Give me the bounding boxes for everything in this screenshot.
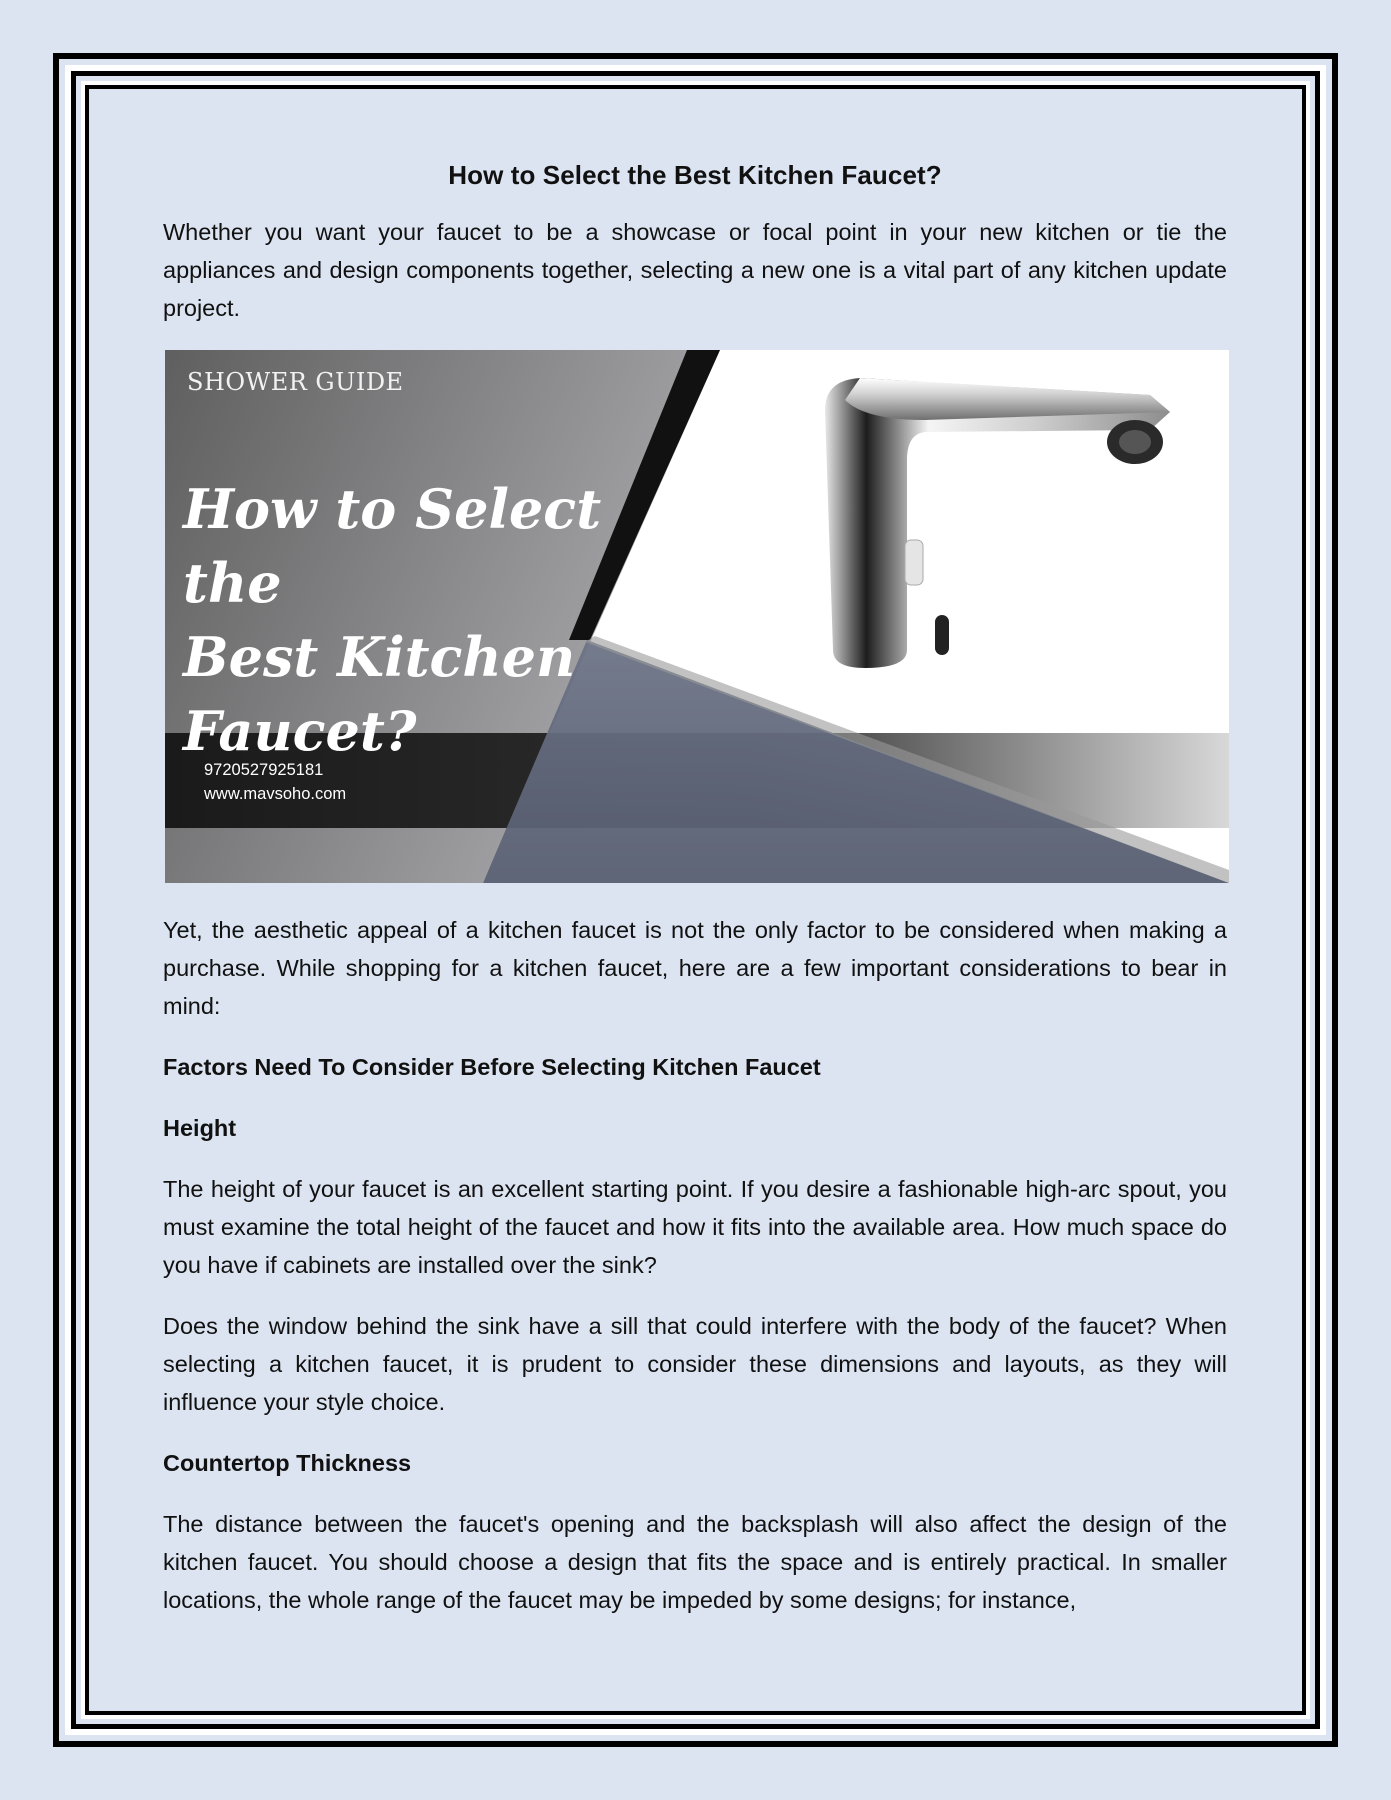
countertop-paragraph: The distance between the faucet's opening and the backsplash will also affect the design of the kitchen faucet. You should choose a design that fits the space and is entirely practical. In smaller locations, the whole range of the faucet may be impeded by some designs; for instance, bbox=[163, 1511, 1227, 1613]
intro-paragraph: Whether you want your faucet to be a showcase or focal point in your new kitchen or tie the appliances and design components together, selecting a new one is a vital part of any kitchen update project. bbox=[163, 219, 1227, 321]
document-body bbox=[163, 160, 1227, 1642]
banner-headline: How to Select the Best Kitchen Faucet? bbox=[183, 477, 602, 763]
banner-eyebrow: SHOWER GUIDE bbox=[187, 368, 404, 396]
height-paragraph-1: The height of your faucet is an excellent starting point. If you desire a fashionable high-arc spout, you must examine the total height of the faucet and how it fits into the available area. How much space do you have if cabinets are installed over the sink? bbox=[163, 1176, 1227, 1278]
banner-website: www.mavsoho.com bbox=[204, 785, 347, 803]
height-heading: Height bbox=[163, 1115, 237, 1141]
banner-contact bbox=[204, 758, 346, 806]
page-title: How to Select the Best Kitchen Faucet? bbox=[448, 160, 942, 190]
countertop-heading: Countertop Thickness bbox=[163, 1450, 412, 1476]
height-paragraph-2: Does the window behind the sink have a sill that could interfere with the body of the faucet? When selecting a kitchen faucet, it is prudent to consider these dimensions and layouts, as they will influence your style choice. bbox=[163, 1313, 1227, 1415]
banner-phone: 9720527925181 bbox=[204, 761, 324, 779]
factors-heading: Factors Need To Consider Before Selecting Kitchen Faucet bbox=[163, 1054, 821, 1080]
banner-image bbox=[165, 350, 1229, 883]
aesthetic-paragraph: Yet, the aesthetic appeal of a kitchen faucet is not the only factor to be considered when making a purchase. While shopping for a kitchen faucet, here are a few important considerations to bear in mind: bbox=[163, 917, 1227, 1019]
